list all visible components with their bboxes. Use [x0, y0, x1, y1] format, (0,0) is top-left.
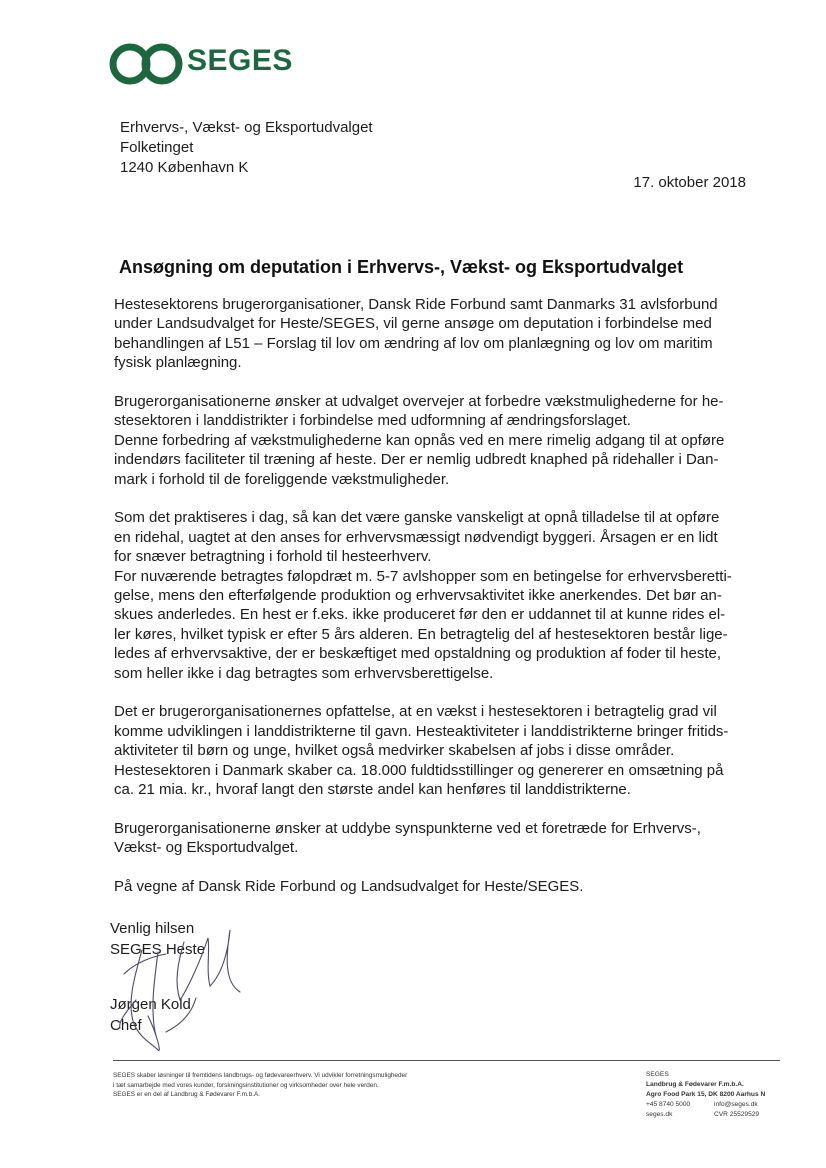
footer-org: Landbrug & Fødevarer F.m.b.A.	[646, 1081, 744, 1088]
text-line: aktiviteter til børn og unge, hvilket også medvirker skabelsen af jobs i disse områder.	[114, 742, 675, 760]
footer-address: Agro Food Park 15, DK 8200 Aarhus N	[646, 1091, 766, 1098]
text-line: indendørs faciliteter til træning af heste. Der er nemlig udbredt knaphed på ridehaller i Dan-	[114, 451, 719, 469]
closing-greeting: Venlig hilsen	[110, 920, 195, 937]
footer-divider	[113, 1060, 780, 1061]
paragraph	[114, 702, 774, 799]
text-line: Brugerorganisationerne ønsker at udvalget overvejer at forbedre vækstmulighederne for he-	[114, 393, 724, 411]
closing-org: SEGES Heste	[110, 941, 206, 958]
seges-logo-rings	[109, 42, 185, 86]
letter-heading: Ansøgning om deputation i Erhvervs-, Vækst- og Eksportudvalget	[119, 257, 684, 277]
recipient-line: Folketinget	[120, 139, 194, 156]
text-line: under Landsudvalget for Heste/SEGES, vil gerne ansøge om deputation i forbindelse med	[114, 315, 712, 333]
text-line: ca. 21 mia. kr., hvoraf langt den største andel kan henføres til landdistrikterne.	[114, 781, 631, 799]
text-line: fysisk planlægning.	[114, 354, 242, 372]
text-line: Brugerorganisationerne ønsker at uddybe synspunkterne ved et foretræde for Erhvervs-,	[114, 819, 701, 837]
paragraph	[114, 392, 774, 489]
text-line: skues anderledes. En hest er f.eks. ikke produceret før den er uddannet til at kunne rides el-	[114, 606, 726, 624]
paragraph	[114, 819, 774, 858]
text-line: mark i forhold til de foreliggende vækstmuligheder.	[114, 470, 450, 488]
signatory-name: Jørgen Kold	[110, 996, 191, 1013]
letter-body	[114, 295, 774, 916]
footer-phone: +45 8740 5000	[646, 1101, 691, 1108]
text-line: ler køres, hvilket typisk er efter 5 års alderen. En betragtelig del af hestesektoren består lige-	[114, 625, 728, 643]
paragraph	[114, 295, 774, 373]
footer-contact	[646, 1070, 765, 1120]
handwritten-signature	[96, 912, 246, 1057]
text-line: Det er brugerorganisationernes opfattelse, at en vækst i hestesektoren i betragtelig grad vil	[114, 703, 717, 721]
footer-line: SEGES skaber løsninger til fremtidens landbrugs- og fødevareerhverv. Vi udvikler forretningsmuligheder	[113, 1072, 408, 1079]
text-line: På vegne af Dansk Ride Forbund og Landsudvalget for Heste/SEGES.	[114, 878, 584, 896]
text-line: for snæver betragtning i forhold til hesteerhverv.	[114, 548, 432, 566]
text-line: Hestesektoren i Danmark skaber ca. 18.000 fuldtidsstillinger og genererer en omsætning på	[114, 761, 724, 779]
footer-web[interactable]: seges.dk	[646, 1111, 673, 1118]
paragraph	[114, 508, 774, 683]
text-line: ledes af erhvervsaktive, der er beskæftiget med opstaldning og produktion af foder til heste,	[114, 645, 722, 663]
recipient-line: Erhvervs-, Vækst- og Eksportudvalget	[120, 119, 373, 136]
footer-company: SEGES	[646, 1071, 669, 1078]
text-line: For nuværende betragtes følopdræt m. 5-7 avlshopper som en betingelse for erhvervsberetti-	[114, 567, 732, 585]
text-line: Vækst- og Eksportudvalget.	[114, 839, 299, 857]
text-line: Hestesektorens brugerorganisationer, Dansk Ride Forbund samt Danmarks 31 avlsforbund	[114, 296, 718, 313]
text-line: behandlingen af L51 – Forslag til lov om ændring af lov om planlægning og lov om maritim	[114, 334, 713, 352]
footer-line: SEGES er en del af Landbrug & Fødevarer F.m.b.A.	[113, 1091, 261, 1098]
footer-line: i tæt samarbejde med vores kunder, forskningsinstitutioner og virksomheder over hele verden.	[113, 1081, 379, 1089]
recipient-address	[120, 118, 373, 178]
text-line: Som det praktiseres i dag, så kan det være ganske vanskeligt at opnå tilladelse til at opføre	[114, 509, 720, 527]
paragraph	[114, 877, 774, 896]
text-line: som heller ikke i dag betragtes som erhvervsberettigelse.	[114, 664, 494, 682]
footer-contact-row	[646, 1110, 765, 1120]
text-line: Denne forbedring af vækstmulighederne kan opnås ved en mere rimelig adgang til at opføre	[114, 431, 725, 449]
seges-logo	[109, 42, 309, 86]
text-line: en ridehal, uagtet at den anses for erhvervsmæssigt nødvendigt byggeri. Årsagen er en lidt	[114, 528, 718, 546]
footer-cvr: CVR 25529529	[714, 1111, 760, 1118]
footer-contact-row	[646, 1100, 765, 1110]
footer-email[interactable]: info@seges.dk	[714, 1101, 758, 1108]
recipient-line: 1240 København K	[120, 159, 249, 176]
text-line: gelse, mens den efterfølgende produktion og erhvervsaktivitet ikke anerkendes. Det bør an-	[114, 587, 722, 605]
letter-date: 17. oktober 2018	[633, 174, 746, 191]
signatory-title: Chef	[110, 1017, 142, 1034]
text-line: stesektoren i landdistrikter i forbindelse med udformning af ændringsforslaget.	[114, 412, 631, 430]
logo-wordmark: SEGES	[187, 44, 293, 77]
footer-description	[113, 1071, 407, 1100]
text-line: komme udviklingen i landdistrikterne til gavn. Hesteaktiviteter i landdistrikterne bringer fritids-	[114, 722, 729, 740]
